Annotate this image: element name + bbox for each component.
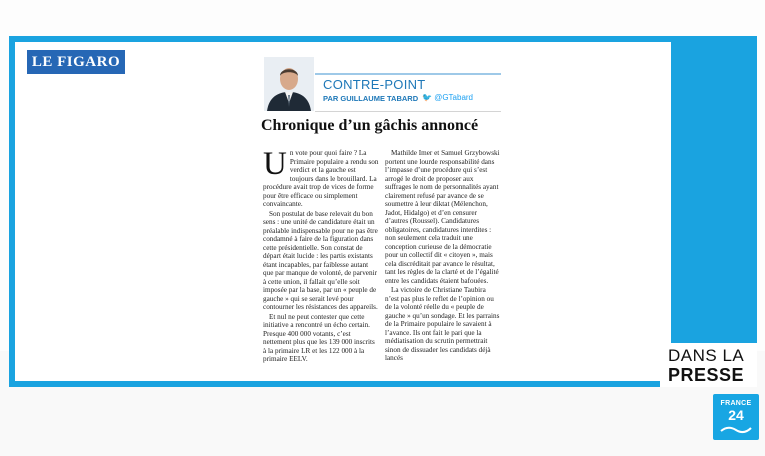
- channel-name: FRANCE: [720, 400, 752, 407]
- le-figaro-logo: LE FIGARO: [27, 50, 125, 74]
- column-rule-bottom: [315, 111, 501, 112]
- column-section-title: CONTRE-POINT: [323, 77, 426, 92]
- wave-icon: [719, 424, 753, 434]
- paragraph: Et nul ne peut contester que cette initiative a rencontré un écho certain. Presque 400 000 votants, c’est nettement plus que les 139 000 inscrits à la primaire LR et les 122 000 à la primaire EELV.: [263, 312, 375, 363]
- paragraph: n vote pour quoi faire ? La Primaire populaire a rendu son verdict et la gauche est toujours dans le brouillard. La procédure avait trop de vices de forme pour être efficace ou simplement convaincante.: [263, 149, 379, 208]
- article-column-2: [385, 149, 501, 364]
- paragraph: Son postulat de base relevait du bon sens : une unité de candidature était un préalable indispensable pour ne pas être condamné à faire de la figuration dans cette présidentielle. Son constat de départ était lucide : les partis existants étant incapables, par faiblesse autant que par manque de volonté, de parvenir à cette union, il fallait qu’elle soit imposée par la base, par un « peuple de gauche » qui se serait levé pour contourner les résistances des appareils.: [263, 209, 378, 311]
- article-headline: Chronique d’un gâchis annoncé: [261, 117, 479, 134]
- paragraph: Mathilde Imer et Samuel Grzybowski portent une lourde responsabilité dans l’impasse d’une procédure qui s’est arrogé le droit de proposer aux suffrages le nom de personnalités ayant clairement refusé par avance de se soumettre à leur diktat (Mélenchon, Jadot, Hidalgo) et d’en censurer d’autres (Roussel). Candidatures obligatoires, candidatures interdites : non seulement cela traduit une conception curieuse de la démocratie pour un collectif dit « citoyen », mais cela discréditait par avance le résultat, tant les règles de la clarté et de l’égalité entre les candidats étaient bafouées.: [385, 149, 500, 285]
- twitter-handle: @GTabard: [434, 93, 474, 102]
- author-name: PAR GUILLAUME TABARD: [323, 94, 419, 103]
- france24-logo: [713, 394, 759, 440]
- column-rule-top: [315, 73, 501, 75]
- twitter-handle-group: [422, 93, 473, 102]
- article-column-1: [263, 146, 379, 365]
- press-panel: [15, 42, 671, 381]
- show-title-badge: [660, 343, 757, 387]
- channel-number: 24: [728, 407, 744, 423]
- show-title-line1: DANS LA: [668, 346, 745, 365]
- column-byline: [323, 94, 418, 103]
- newspaper-clipping: [259, 51, 503, 381]
- author-portrait: [264, 57, 314, 111]
- press-frame: [9, 36, 757, 387]
- drop-cap: U: [263, 146, 287, 182]
- show-title-line2: PRESSE: [668, 365, 745, 385]
- paragraph: La victoire de Christiane Taubira n’est pas plus le reflet de l’opinion ou de la volonté réelle du « peuple de gauche » qu’un sondage. Et les parrains de la Primaire populaire le savaient à l’avance. Ils ont fait le pari que la médiatisation du scrutin permettrait sinon de dissuader les candidats déjà lancés: [385, 286, 500, 362]
- twitter-icon: 🐦: [422, 93, 432, 102]
